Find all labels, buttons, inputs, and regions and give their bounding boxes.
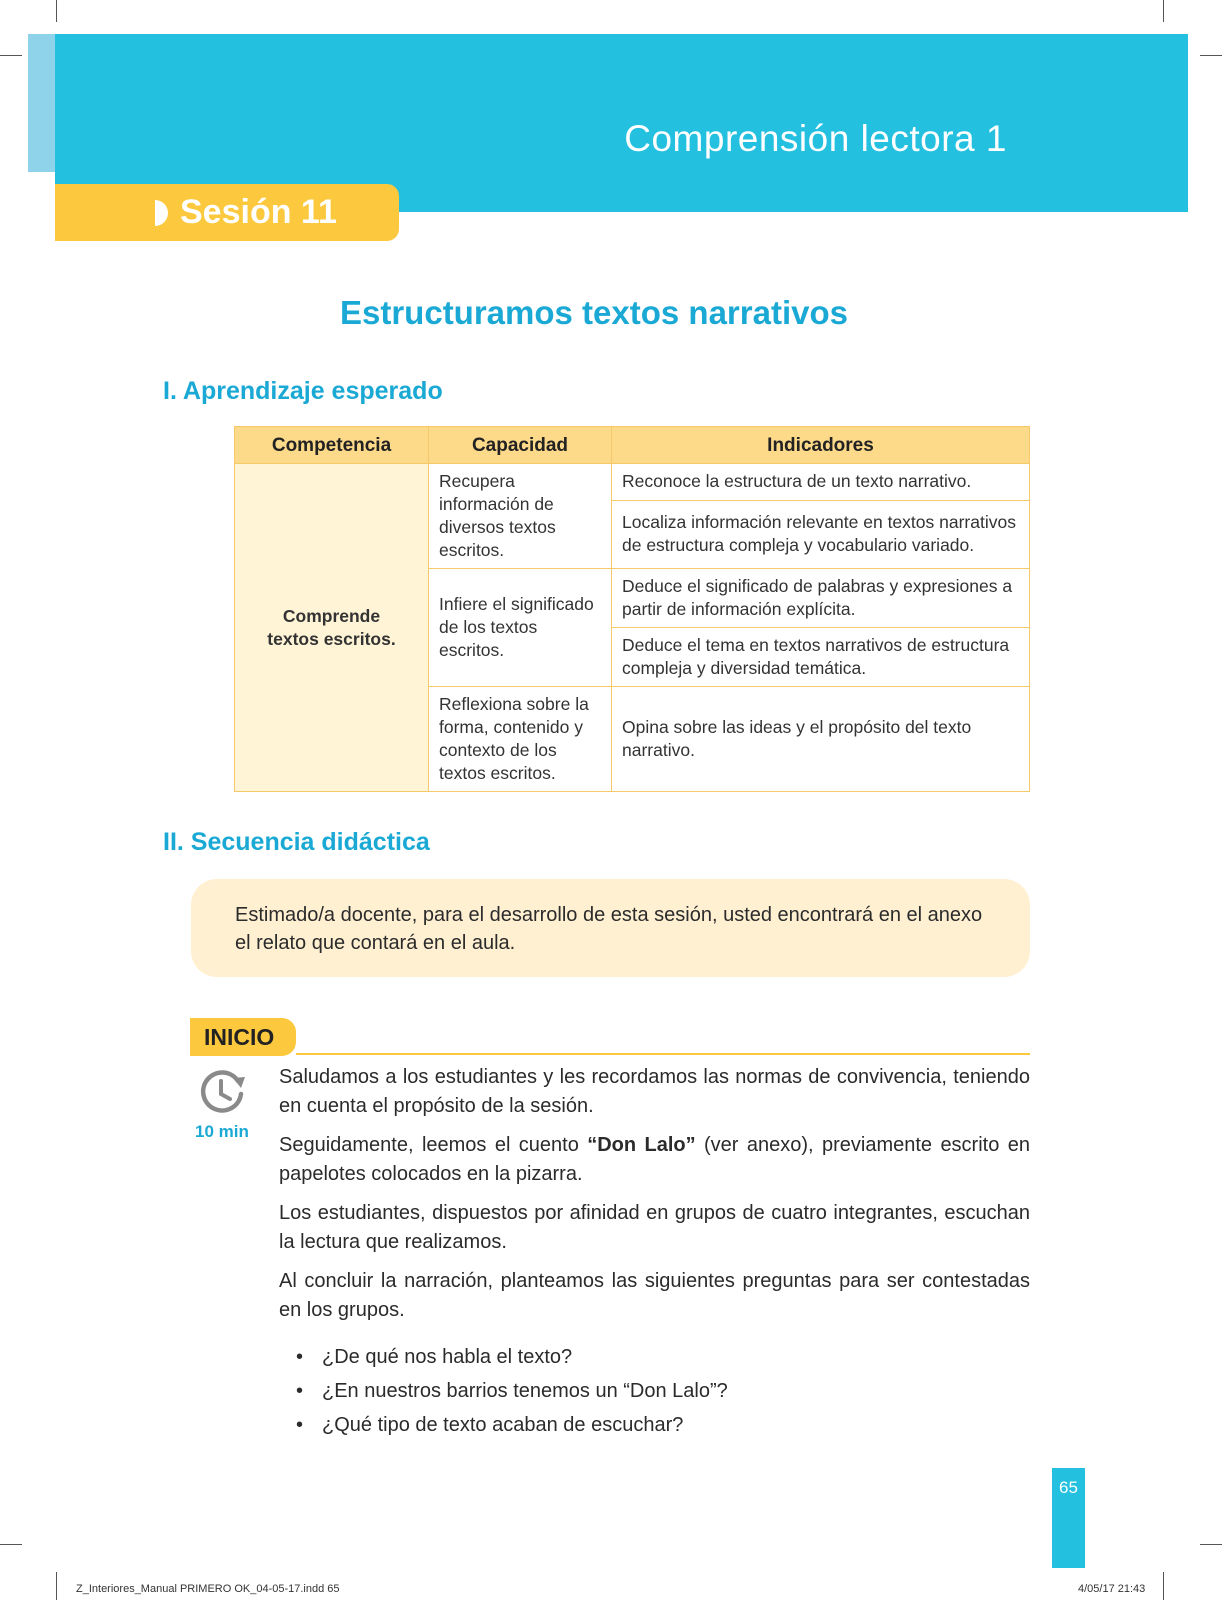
- footer-file-info: Z_Interiores_Manual PRIMERO OK_04-05-17.indd 65: [76, 1583, 340, 1595]
- teacher-note-box: [191, 879, 1030, 977]
- story-title: “Don Lalo”: [587, 1134, 696, 1156]
- header-accent-strip: [28, 34, 55, 172]
- session-tab: [55, 184, 399, 241]
- list-item: [296, 1408, 728, 1442]
- list-item: [296, 1340, 728, 1374]
- capacidad-cell: Infiere el significado de los textos escritos.: [429, 569, 612, 687]
- table-header-capacidad: Capacidad: [429, 427, 612, 464]
- paragraph: Los estudiantes, dispuestos por afinidad en grupos de cuatro integrantes, escuchan la lectura que realizamos.: [279, 1202, 1030, 1253]
- half-circle-icon: [155, 200, 168, 226]
- inicio-divider: [296, 1053, 1030, 1055]
- learning-table: [234, 426, 1030, 792]
- page-number: 65: [1059, 1478, 1078, 1497]
- time-label: 10 min: [195, 1122, 249, 1141]
- list-item-text: ¿Qué tipo de texto acaban de escuchar?: [322, 1414, 684, 1436]
- bullet-icon: •: [296, 1380, 304, 1402]
- indicador-cell: Localiza información relevante en textos narrativos de estructura compleja y vocabulario variado.: [612, 501, 1030, 569]
- crop-mark: [0, 1544, 22, 1545]
- teacher-note-text: Estimado/a docente, para el desarrollo de esta sesión, usted encontrará en el anexo el relato que contará en el aula.: [235, 904, 983, 954]
- capacidad-cell: Recupera información de diversos textos escritos.: [429, 464, 612, 569]
- section-title-secuencia: II. Secuencia didáctica: [163, 828, 430, 856]
- inicio-body: [279, 1063, 1030, 1335]
- indicador-cell: Deduce el significado de palabras y expresiones a partir de información explícita.: [612, 569, 1030, 628]
- footer-date-info: 4/05/17 21:43: [1078, 1583, 1146, 1595]
- capacidad-cell: Reflexiona sobre la forma, contenido y contexto de los textos escritos.: [429, 687, 612, 792]
- competencia-cell: Comprende textos escritos.: [235, 464, 429, 792]
- question-list: [296, 1340, 728, 1442]
- page-title: Estructuramos textos narrativos: [339, 294, 848, 331]
- indicador-cell: Deduce el tema en textos narrativos de estructura compleja y diversidad temática.: [612, 628, 1030, 687]
- table-header-indicadores: Indicadores: [612, 427, 1030, 464]
- header-title: Comprensión lectora 1: [624, 118, 1007, 159]
- inicio-tab: INICIO: [190, 1018, 296, 1056]
- list-item-text: ¿De qué nos habla el texto?: [322, 1346, 573, 1368]
- bullet-icon: •: [296, 1346, 304, 1368]
- paragraph: Saludamos a los estudiantes y les recordamos las normas de convivencia, teniendo en cuenta el propósito de la sesión.: [279, 1066, 1030, 1117]
- paragraph: [279, 1131, 1030, 1189]
- table-row: [235, 464, 1030, 501]
- session-label: Sesión 11: [180, 193, 337, 231]
- list-item: [296, 1374, 728, 1408]
- crop-mark: [56, 0, 57, 22]
- paragraph-text: (ver anexo), previamente escrito en papelotes colocados en la pizarra.: [279, 1134, 1030, 1185]
- crop-mark: [1163, 1572, 1164, 1600]
- crop-mark: [56, 1572, 57, 1600]
- crop-mark: [1163, 0, 1164, 22]
- indicador-cell: Reconoce la estructura de un texto narrativo.: [612, 464, 1030, 501]
- paragraph: Al concluir la narración, planteamos las siguientes preguntas para ser contestadas en los grupos.: [279, 1270, 1030, 1321]
- list-item-text: ¿En nuestros barrios tenemos un “Don Lalo”?: [322, 1380, 728, 1402]
- crop-mark: [0, 55, 22, 56]
- crop-mark: [1200, 55, 1222, 56]
- paragraph-text: Seguidamente, leemos el cuento: [279, 1134, 588, 1156]
- indicador-cell: Opina sobre las ideas y el propósito del texto narrativo.: [612, 687, 1030, 792]
- clock-icon: [197, 1067, 247, 1117]
- bullet-icon: •: [296, 1414, 304, 1436]
- table-header-competencia: Competencia: [235, 427, 429, 464]
- section-title-aprendizaje: I. Aprendizaje esperado: [163, 377, 443, 405]
- crop-mark: [1200, 1544, 1222, 1545]
